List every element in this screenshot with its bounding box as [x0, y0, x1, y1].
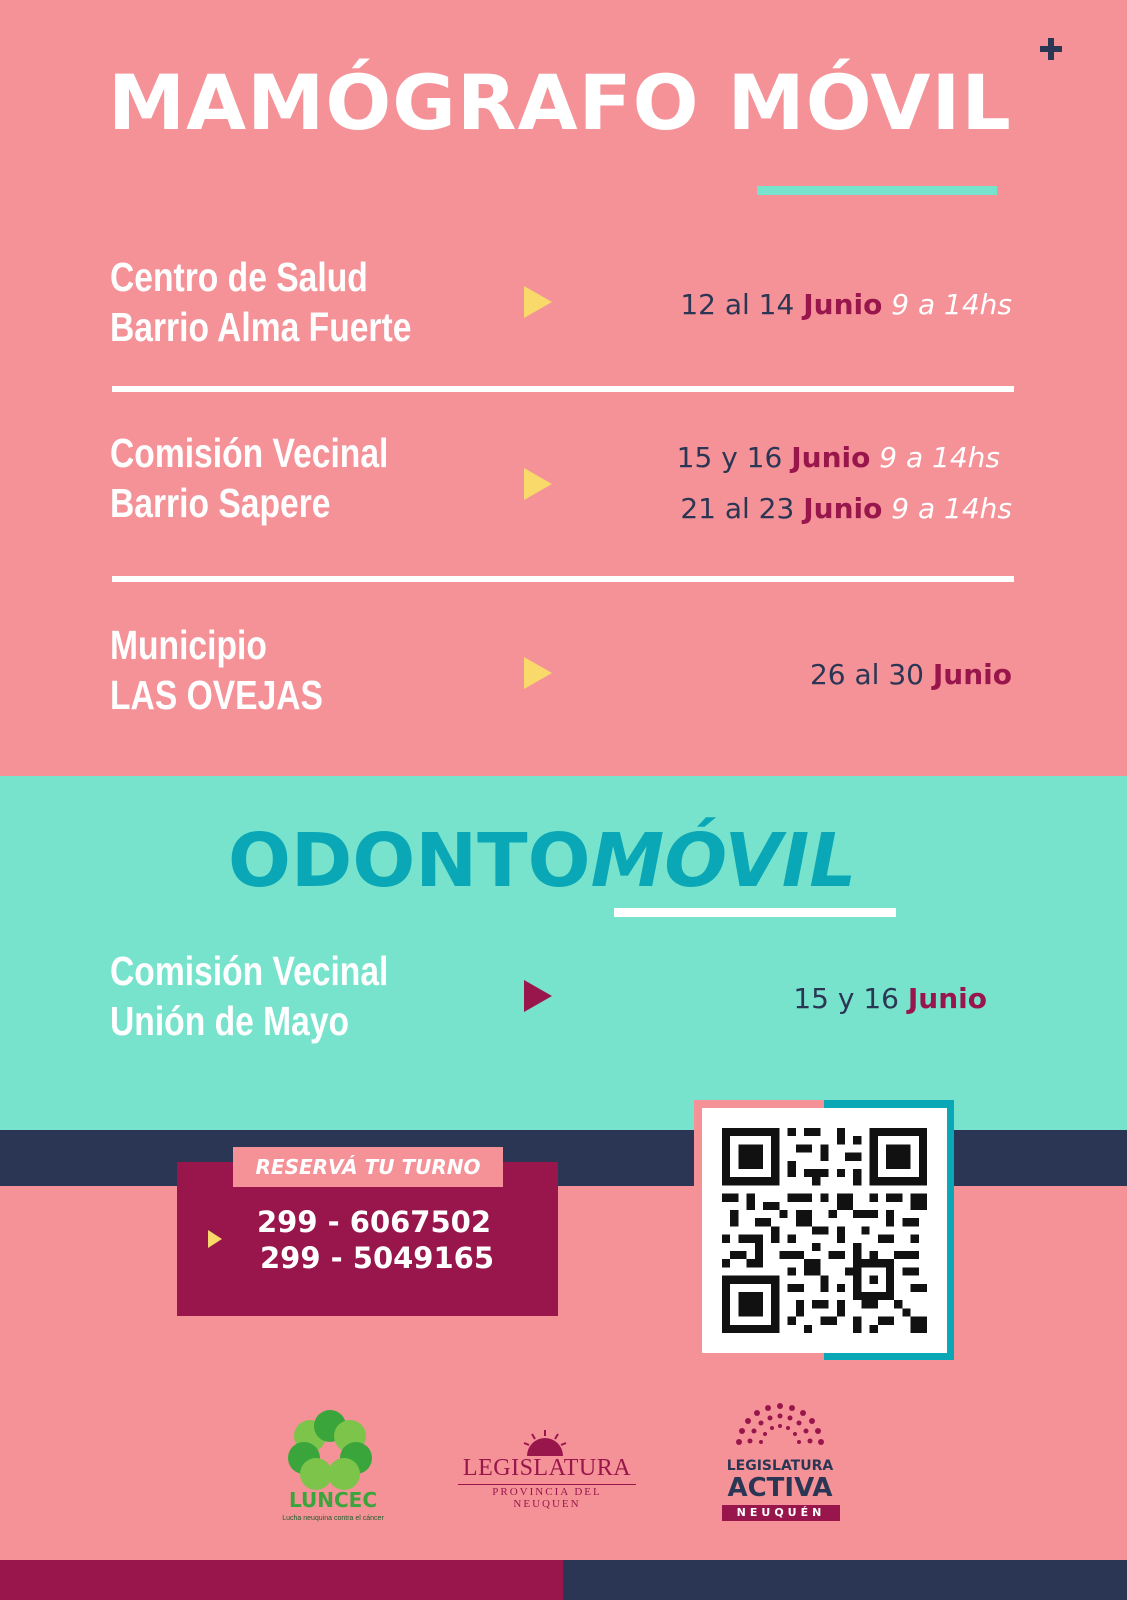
date-days: 15 y 16: [676, 441, 783, 474]
date-hours: 9 a 14hs: [891, 288, 1012, 321]
odontomovil-location-name: [110, 946, 388, 1046]
odontomovil-accent-line: [614, 908, 896, 917]
odontomovil-title-a: ODONTO: [228, 818, 591, 904]
location-3-date: [810, 658, 1012, 691]
date-days: 26 al 30: [809, 658, 924, 691]
location-2-name: [110, 428, 388, 528]
date-month: Junio: [932, 658, 1012, 691]
date-month: Junio: [907, 982, 987, 1015]
bottom-bar-magenta: [0, 1560, 563, 1600]
date-hours: 9 a 14hs: [879, 441, 1000, 474]
play-arrow-icon: [524, 980, 552, 1012]
legislatura-sun-icon: [522, 1430, 568, 1456]
navy-band: [0, 1130, 1127, 1186]
bottom-bar-navy: [563, 1560, 1127, 1600]
location-2-line2: Barrio Sapere: [110, 480, 331, 526]
odontomovil-location-line1: Comisión Vecinal: [110, 948, 389, 994]
odontomovil-title: [228, 818, 856, 904]
date-month: Junio: [803, 288, 883, 321]
phone-number-1[interactable]: 299 - 6067502: [257, 1205, 492, 1239]
location-1-line1: Centro de Salud: [110, 254, 368, 300]
date-days: 21 al 23: [680, 492, 795, 525]
play-arrow-icon: [524, 286, 552, 318]
location-2-date-2: [680, 492, 1012, 525]
location-3-line2: LAS OVEJAS: [110, 672, 323, 718]
location-1-date: [680, 288, 1012, 321]
odontomovil-date: [793, 982, 987, 1015]
location-1-name: [110, 252, 411, 352]
odontomovil-title-b: MÓVIL: [590, 818, 857, 904]
location-3-name: [110, 620, 323, 720]
legislatura-activa-sub: NEUQUÉN: [722, 1505, 840, 1521]
play-arrow-icon: [208, 1230, 222, 1248]
date-month: Junio: [803, 492, 883, 525]
legislatura-activa-top: LEGISLATURA: [726, 1458, 834, 1474]
date-hours: 9 a 14hs: [891, 492, 1012, 525]
date-days: 12 al 14: [680, 288, 795, 321]
play-arrow-icon: [524, 468, 552, 500]
legislatura-activa-big: ACTIVA: [727, 1473, 833, 1503]
phone-number-2[interactable]: 299 - 5049165: [260, 1241, 495, 1275]
separator: [112, 386, 1014, 392]
qr-code[interactable]: [722, 1128, 927, 1333]
location-2-date-1: [677, 441, 1000, 474]
page-title: MAMÓGRAFO MÓVIL: [108, 58, 1012, 147]
plus-icon: [1040, 38, 1062, 60]
odontomovil-location-line2: Unión de Mayo: [110, 998, 350, 1044]
luncec-tagline: Lucha neuquina contra el cáncer: [282, 1515, 384, 1522]
legislatura-subtitle: PROVINCIA DEL NEUQUEN: [458, 1484, 636, 1510]
location-1-line2: Barrio Alma Fuerte: [110, 304, 412, 350]
reserva-label: RESERVÁ TU TURNO: [233, 1147, 503, 1187]
legislatura-activa-dots-icon: [735, 1402, 825, 1450]
date-days: 15 y 16: [793, 982, 899, 1015]
play-arrow-icon: [524, 657, 552, 689]
date-month: Junio: [791, 441, 871, 474]
location-3-line1: Municipio: [110, 622, 267, 668]
legislatura-name: LEGISLATURA: [462, 1455, 632, 1481]
separator: [112, 576, 1014, 582]
location-2-line1: Comisión Vecinal: [110, 430, 389, 476]
luncec-name: LUNCEC: [288, 1488, 378, 1512]
title-accent-line: [757, 186, 997, 195]
